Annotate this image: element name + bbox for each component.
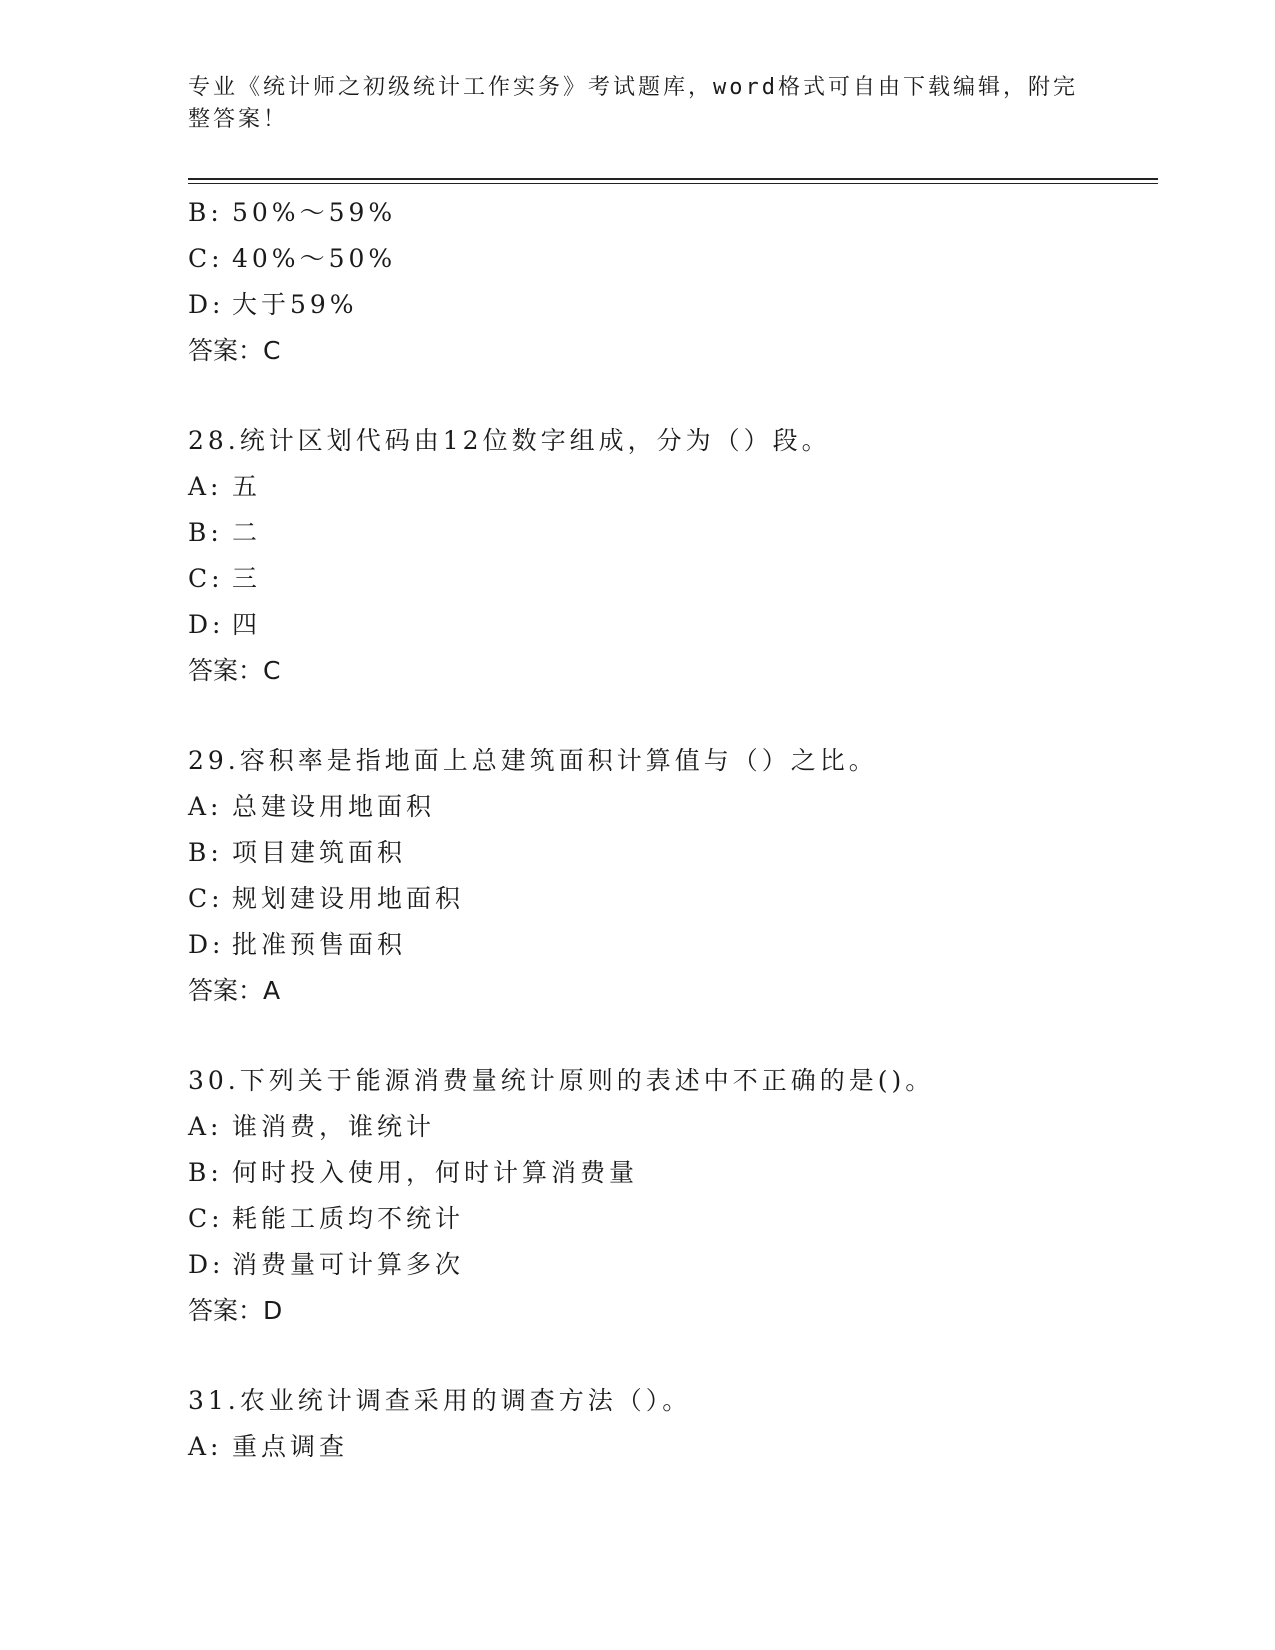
option-a: A: 总建设用地面积: [188, 792, 436, 821]
header-divider-thick: [188, 178, 1158, 180]
option-c: C: 三: [188, 564, 262, 593]
option-c: C: 规划建设用地面积: [188, 884, 465, 913]
option-b: B: 二: [188, 518, 262, 547]
question-27-continued: [188, 190, 1148, 374]
question-stem: 31.农业统计调查采用的调查方法（）。: [188, 1386, 692, 1415]
header-line-1: 专业《统计师之初级统计工作实务》考试题库，word格式可自由下载编辑，附完: [188, 75, 1078, 100]
option-d: D: 四: [188, 610, 262, 639]
question-stem: 28.统计区划代码由12位数字组成，分为（）段。: [188, 426, 831, 455]
question-28: [188, 418, 1148, 694]
option-d: D: 消费量可计算多次: [188, 1250, 465, 1279]
option-b: B: 项目建筑面积: [188, 838, 407, 867]
question-stem: 30.下列关于能源消费量统计原则的表述中不正确的是()。: [188, 1066, 935, 1095]
option-c: C: 耗能工质均不统计: [188, 1204, 465, 1233]
option-b: B: 50%～59%: [188, 198, 397, 227]
answer-line: 答案：C: [188, 336, 281, 365]
header-divider-thin: [188, 183, 1158, 184]
document-header: [188, 72, 1078, 136]
question-31: [188, 1378, 1148, 1470]
header-line-2: 整答案！: [188, 107, 289, 132]
option-a: A: 重点调查: [188, 1432, 349, 1461]
option-b: B: 何时投入使用，何时计算消费量: [188, 1158, 639, 1187]
question-stem: 29.容积率是指地面上总建筑面积计算值与（）之比。: [188, 746, 878, 775]
question-list: [188, 190, 1148, 1470]
option-d: D: 大于59%: [188, 290, 358, 319]
answer-line: 答案：A: [188, 976, 281, 1005]
question-30: [188, 1058, 1148, 1334]
option-a: A: 五: [188, 472, 262, 501]
option-a: A: 谁消费，谁统计: [188, 1112, 436, 1141]
question-29: [188, 738, 1148, 1014]
answer-line: 答案：C: [188, 656, 281, 685]
answer-line: 答案：D: [188, 1296, 283, 1325]
option-c: C: 40%～50%: [188, 244, 397, 273]
option-d: D: 批准预售面积: [188, 930, 407, 959]
